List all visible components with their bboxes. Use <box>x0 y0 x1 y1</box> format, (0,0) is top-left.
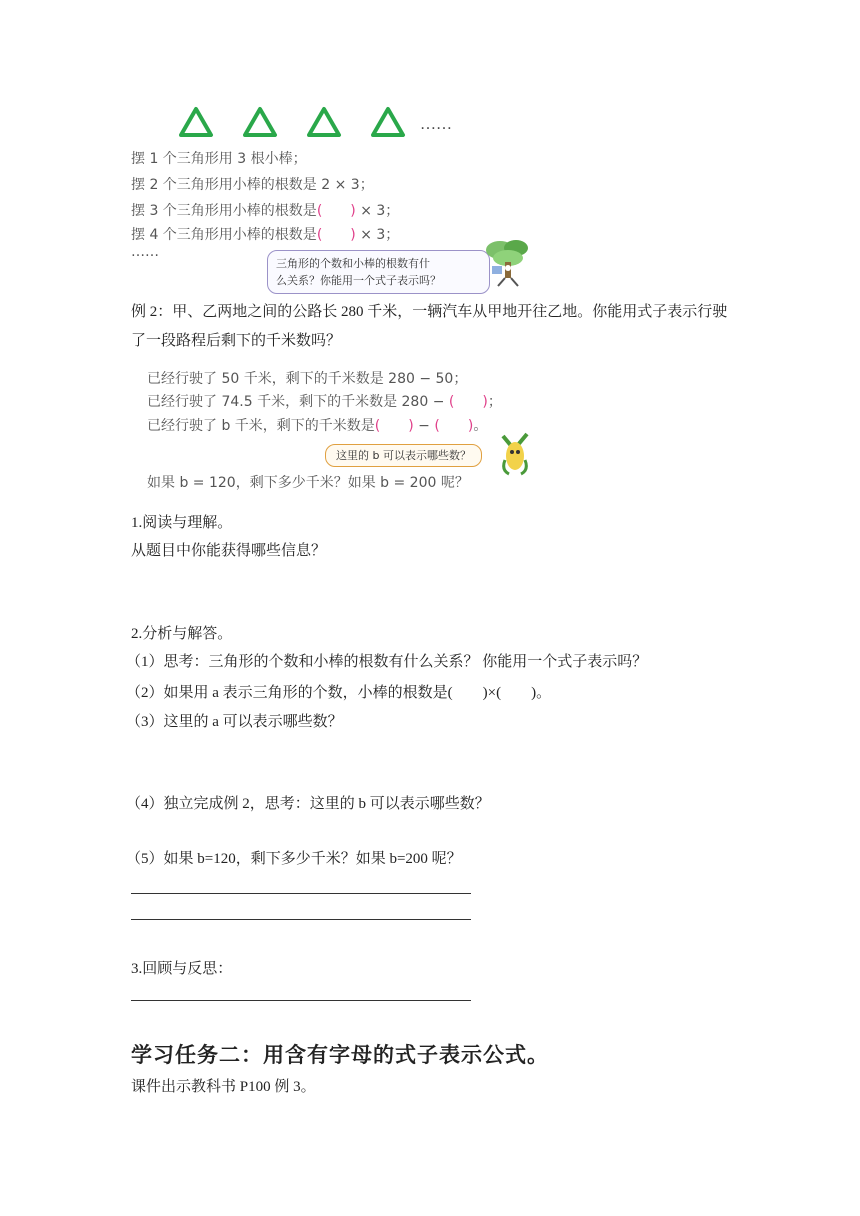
task2-heading: 学习任务二：用含有字母的式子表示公式。 <box>131 1043 549 1067</box>
triangle-icon <box>242 106 278 138</box>
speech-bubble: 三角形的个数和小棒的根数有什 么关系？你能用一个式子表示吗？ <box>267 250 490 294</box>
blank-paren: ( ) <box>374 418 414 434</box>
book-line-3: 已经行驶了 b 千米，剩下的千米数是( ) − ( )。 <box>147 418 488 434</box>
section2-q2: （2）如果用 a 表示三角形的个数，小棒的根数是( )×( )。 <box>126 685 552 701</box>
blank-paren: ( ) <box>316 203 356 219</box>
section2-q1: （1）思考：三角形的个数和小棒的根数有什么关系？ 你能用一个式子表示吗？ <box>126 654 648 670</box>
sequence-line-4: 摆 4 个三角形用小棒的根数是( ) × 3； <box>131 227 400 243</box>
corn-character-icon <box>495 430 535 478</box>
book-line-2: 已经行驶了 74.5 千米，剩下的千米数是 280 − ( )； <box>147 394 502 410</box>
book-question: 如果 b = 120，剩下多少千米？如果 b = 200 呢？ <box>147 475 469 491</box>
section2-q5: （5）如果 b=120，剩下多少千米？如果 b=200 呢？ <box>126 851 462 867</box>
section2-q3: （3）这里的 a 可以表示哪些数？ <box>126 714 343 730</box>
sequence-ellipsis: …… <box>131 244 159 260</box>
answer-line <box>131 1000 471 1001</box>
example2-line1: 例 2：甲、乙两地之间的公路长 280 千米，一辆汽车从甲地开往乙地。你能用式子表示行驶 <box>131 304 728 320</box>
section1-question: 从题目中你能获得哪些信息？ <box>131 543 327 559</box>
speech-bubble-b: 这里的 b 可以表示哪些数？ <box>325 444 482 467</box>
triangle-figure-row <box>178 106 452 138</box>
blank-paren: ( ) <box>316 227 356 243</box>
book-line-1: 已经行驶了 50 千米，剩下的千米数是 280 − 50； <box>147 371 468 387</box>
triangle-icon <box>306 106 342 138</box>
blank-paren: ( ) <box>434 418 474 434</box>
section2-title: 2.分析与解答。 <box>131 626 233 642</box>
sequence-line-3: 摆 3 个三角形用小棒的根数是( ) × 3； <box>131 203 400 219</box>
ellipsis: …… <box>420 116 452 133</box>
triangle-icon <box>370 106 406 138</box>
sequence-line-2: 摆 2 个三角形用小棒的根数是 2 × 3； <box>131 177 374 193</box>
blank-paren: ( ) <box>448 394 488 410</box>
sequence-line-1: 摆 1 个三角形用 3 根小棒； <box>131 151 307 167</box>
triangle-icon <box>178 106 214 138</box>
example2-line2: 了一段路程后剩下的千米数吗？ <box>131 333 342 349</box>
section3-title: 3.回顾与反思： <box>131 961 233 977</box>
section1-title: 1.阅读与理解。 <box>131 515 233 531</box>
task2-text: 课件出示教科书 P100 例 3。 <box>131 1079 316 1095</box>
section2-q4: （4）独立完成例 2，思考：这里的 b 可以表示哪些数？ <box>126 796 490 812</box>
answer-line <box>131 893 471 894</box>
answer-line <box>131 919 471 920</box>
plant-character-icon <box>478 238 536 288</box>
